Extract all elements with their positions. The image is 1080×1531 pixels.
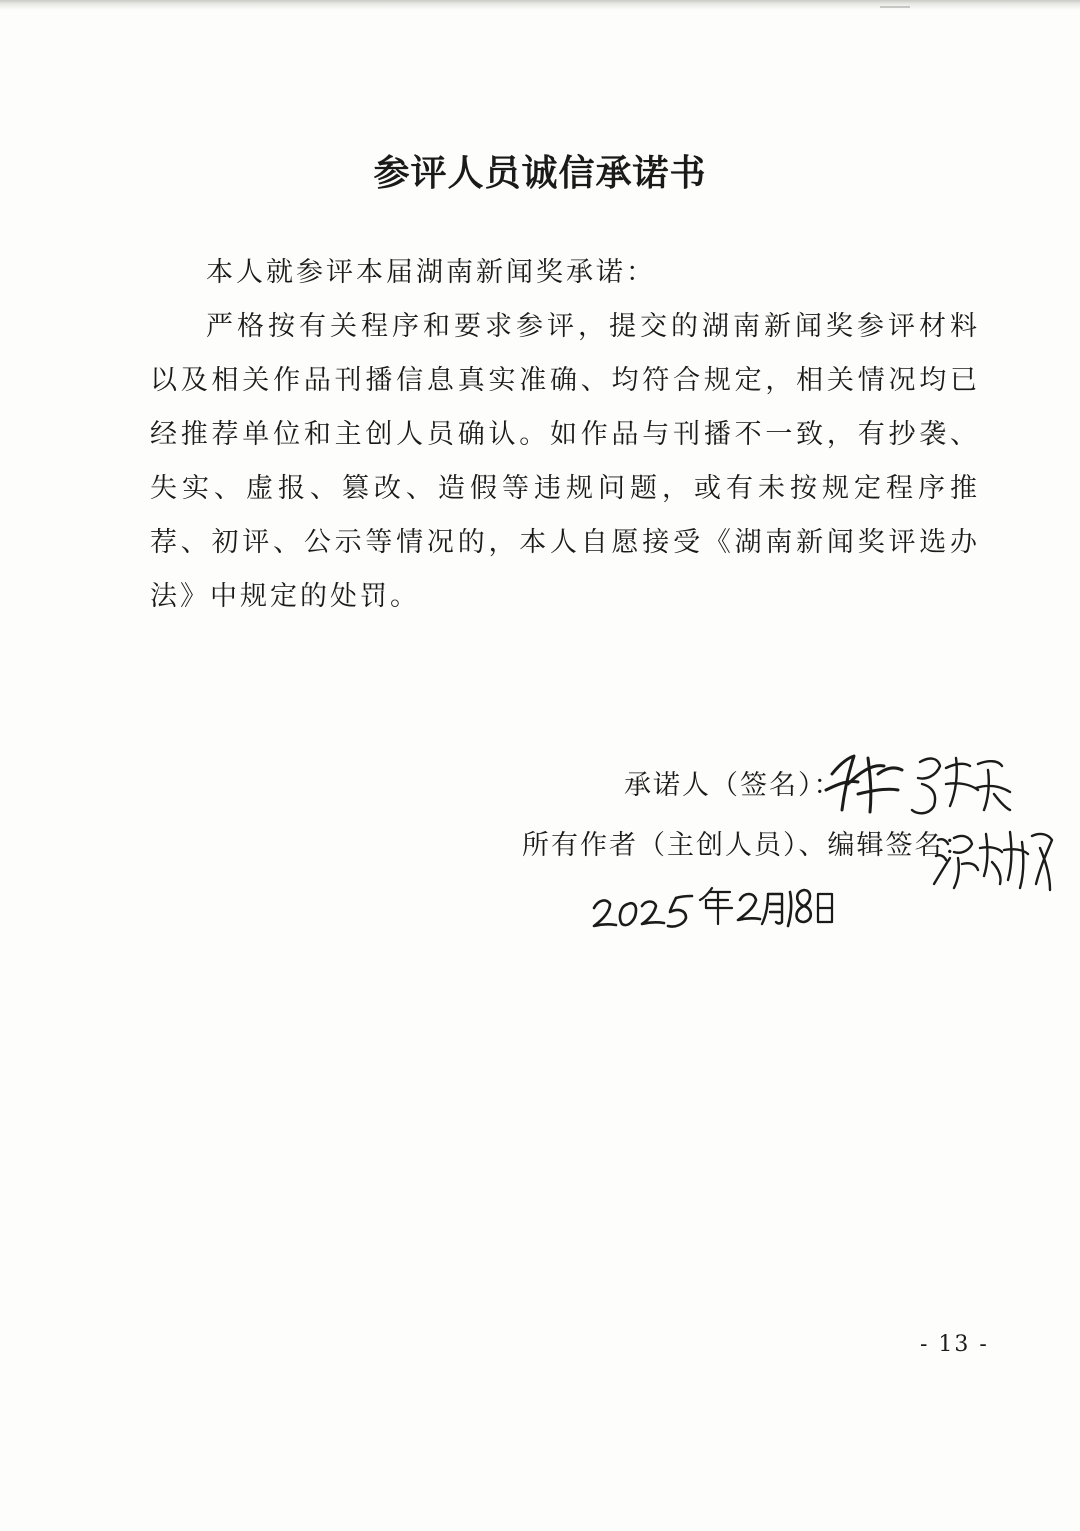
handwritten-date-drawing [588,878,838,934]
document-body [150,246,980,624]
scan-artifact [880,6,910,8]
authors-signature-label: 所有作者（主创人员）、编辑签名： [522,830,973,861]
commitment-paragraph: 严格按有关程序和要求参评，提交的湖南新闻奖参评材料以及相关作品刊播信息真实准确、均符合规定，相关情况均已经推荐单位和主创人员确认。如作品与刊播不一致，有抄袭、失实、虚报、篡改、造假等违规问题，或有未按规定程序推荐、初评、公示等情况的，本人自愿接受《湖南新闻奖评选办法》中规定的处罚。 [150,311,980,612]
authors-handwritten-signature [932,818,1062,898]
page-number: - 13 - [920,1332,989,1357]
scan-top-edge [0,0,1080,10]
intro-paragraph: 本人就参评本届湖南新闻奖承诺： [206,257,656,288]
document-title: 参评人员诚信承诺书 [373,153,707,194]
promisor-signature-label: 承诺人（签名）： [624,770,843,801]
promisor-handwritten-signature [818,744,1018,824]
